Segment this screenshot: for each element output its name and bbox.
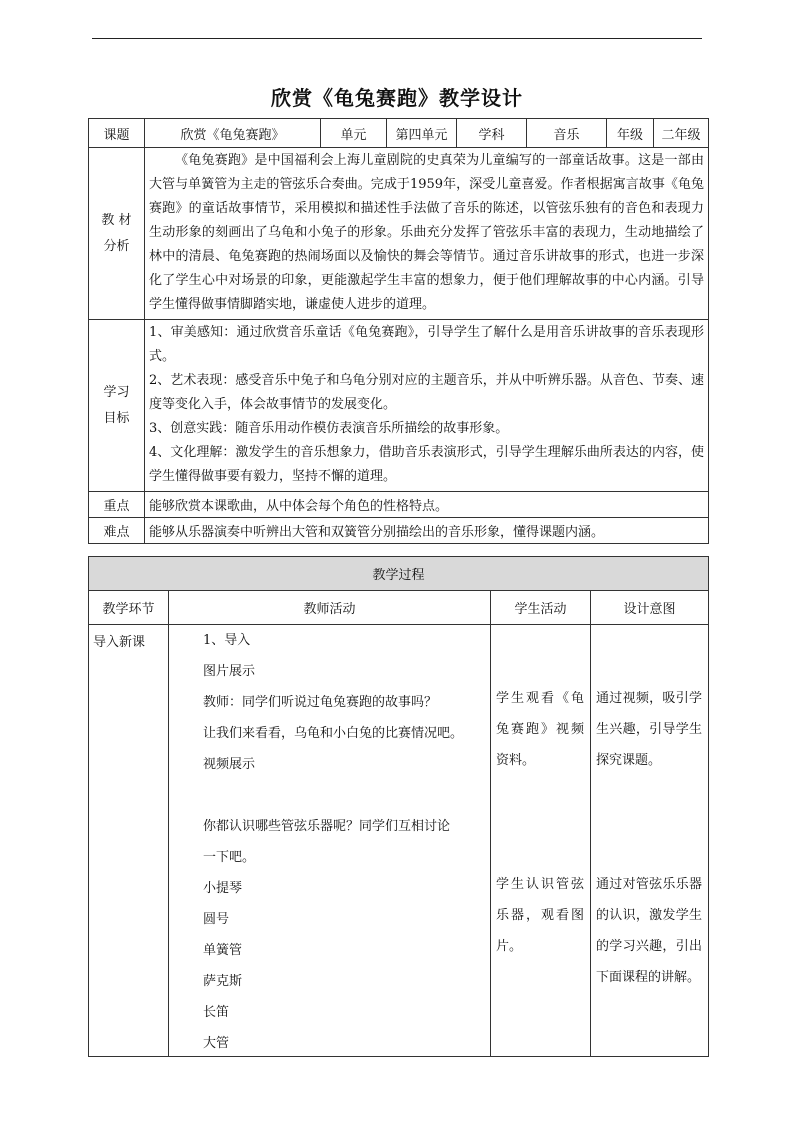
col-stage: 教学环节 bbox=[89, 591, 169, 625]
goal-item: 2、艺术表现：感受音乐中兔子和乌龟分别对应的主题音乐，并从中听辨乐器。从音色、节奏、速度等变化入手，体会故事情节的发展变化。 bbox=[149, 373, 704, 412]
process-table bbox=[88, 556, 709, 1057]
key-point-row bbox=[89, 492, 709, 518]
teacher-activity bbox=[169, 625, 491, 1057]
analysis-label: 教 材 分析 bbox=[89, 148, 145, 320]
teacher-line: 1、导入 bbox=[203, 633, 251, 648]
col-student: 学生活动 bbox=[491, 591, 591, 625]
goal-item: 3、创意实践：随音乐用动作模仿表演音乐所描绘的故事形象。 bbox=[149, 421, 509, 436]
grade-value: 二年级 bbox=[654, 119, 709, 148]
col-intent: 设计意图 bbox=[591, 591, 709, 625]
difficulty-text: 能够从乐器演奏中听辨出大管和双簧管分别描绘出的音乐形象，懂得课题内涵。 bbox=[145, 518, 709, 544]
header-rule bbox=[92, 38, 702, 39]
teacher-line: 大管 bbox=[203, 1036, 230, 1051]
student-activity-2: 学生认识管弦乐器，观看图片。 bbox=[496, 877, 584, 954]
teacher-line: 长笛 bbox=[203, 1005, 230, 1020]
key-point-label: 重点 bbox=[89, 492, 145, 518]
teacher-line: 图片展示 bbox=[203, 664, 256, 679]
design-intent-1: 通过视频，吸引学生兴趣，引导学生探究课题。 bbox=[596, 691, 703, 768]
difficulty-row bbox=[89, 518, 709, 544]
student-activity-1: 学生观看《龟兔赛跑》视频资料。 bbox=[496, 691, 584, 768]
topic-value: 欣赏《龟兔赛跑》 bbox=[145, 119, 321, 148]
difficulty-label: 难点 bbox=[89, 518, 145, 544]
teacher-line: 萨克斯 bbox=[203, 974, 243, 989]
goal-item: 1、审美感知：通过欣赏音乐童话《龟兔赛跑》，引导学生了解什么是用音乐讲故事的音乐表现形式。 bbox=[149, 325, 704, 364]
subject-value: 音乐 bbox=[527, 119, 607, 148]
teacher-line: 你都认识哪些管弦乐器呢？同学们互相讨论 bbox=[203, 819, 451, 834]
teacher-line: 单簧管 bbox=[203, 943, 243, 958]
teacher-line: 一下吧。 bbox=[203, 850, 256, 865]
teacher-line: 让我们来看看，乌龟和小白兔的比赛情况吧。 bbox=[203, 726, 464, 741]
column-header-row bbox=[89, 591, 709, 625]
process-body-row bbox=[89, 625, 709, 1057]
teacher-line: 圆号 bbox=[203, 912, 230, 927]
page-title: 欣赏《龟兔赛跑》教学设计 bbox=[271, 86, 523, 110]
goal-item: 4、文化理解：激发学生的音乐想象力，借助音乐表演形式，引导学生理解乐曲所表达的内容，使学生懂得做事要有毅力，坚持不懈的道理。 bbox=[149, 445, 704, 484]
analysis-text: 《龟兔赛跑》是中国福利会上海儿童剧院的史真荣为儿童编写的一部童话故事。这是一部由大管与单簧管为主走的管弦乐合奏曲。完成于1959年，深受儿童喜爱。作者根据寓言故事《龟兔赛跑》的童话故事情节，采用模拟和描述性手法做了音乐的陈述，以管弦乐独有的音色和表现力生动形象的刻画出了乌龟和小兔子的形象。乐曲充分发挥了管弦乐丰富的表现力，生动地描绘了林中的清晨、龟兔赛跑的热闹场面以及愉快的舞会等情节。通过音乐讲故事的形式，也进一步深化了学生心中对场景的印象，更能激起学生丰富的想象力，便于他们理解故事的中心内涵。引导学生懂得做事情脚踏实地，谦虚使人进步的道理。 bbox=[145, 148, 709, 320]
meta-row bbox=[89, 119, 709, 148]
subject-label: 学科 bbox=[457, 119, 527, 148]
stage-cell: 导入新课 bbox=[89, 625, 169, 1057]
goals-label: 学习 目标 bbox=[89, 320, 145, 492]
process-header: 教学过程 bbox=[89, 557, 709, 591]
unit-value: 第四单元 bbox=[387, 119, 457, 148]
goals-list bbox=[145, 320, 709, 492]
goals-row bbox=[89, 320, 709, 492]
design-intent-2: 通过对管弦乐乐器的认识，激发学生的学习兴趣，引出下面课程的讲解。 bbox=[596, 877, 703, 985]
grade-label: 年级 bbox=[607, 119, 654, 148]
design-intent bbox=[591, 625, 709, 1057]
key-point-text: 能够欣赏本课歌曲，从中体会每个角色的性格特点。 bbox=[145, 492, 709, 518]
topic-label: 课题 bbox=[89, 119, 145, 148]
col-teacher: 教师活动 bbox=[169, 591, 491, 625]
analysis-row bbox=[89, 148, 709, 320]
teacher-line: 教师：同学们听说过龟兔赛跑的故事吗？ bbox=[203, 695, 438, 710]
process-header-row bbox=[89, 557, 709, 591]
unit-label: 单元 bbox=[321, 119, 387, 148]
teacher-line: 视频展示 bbox=[203, 757, 256, 772]
lesson-info-table bbox=[88, 118, 709, 544]
teacher-line: 小提琴 bbox=[203, 881, 243, 896]
student-activity bbox=[491, 625, 591, 1057]
